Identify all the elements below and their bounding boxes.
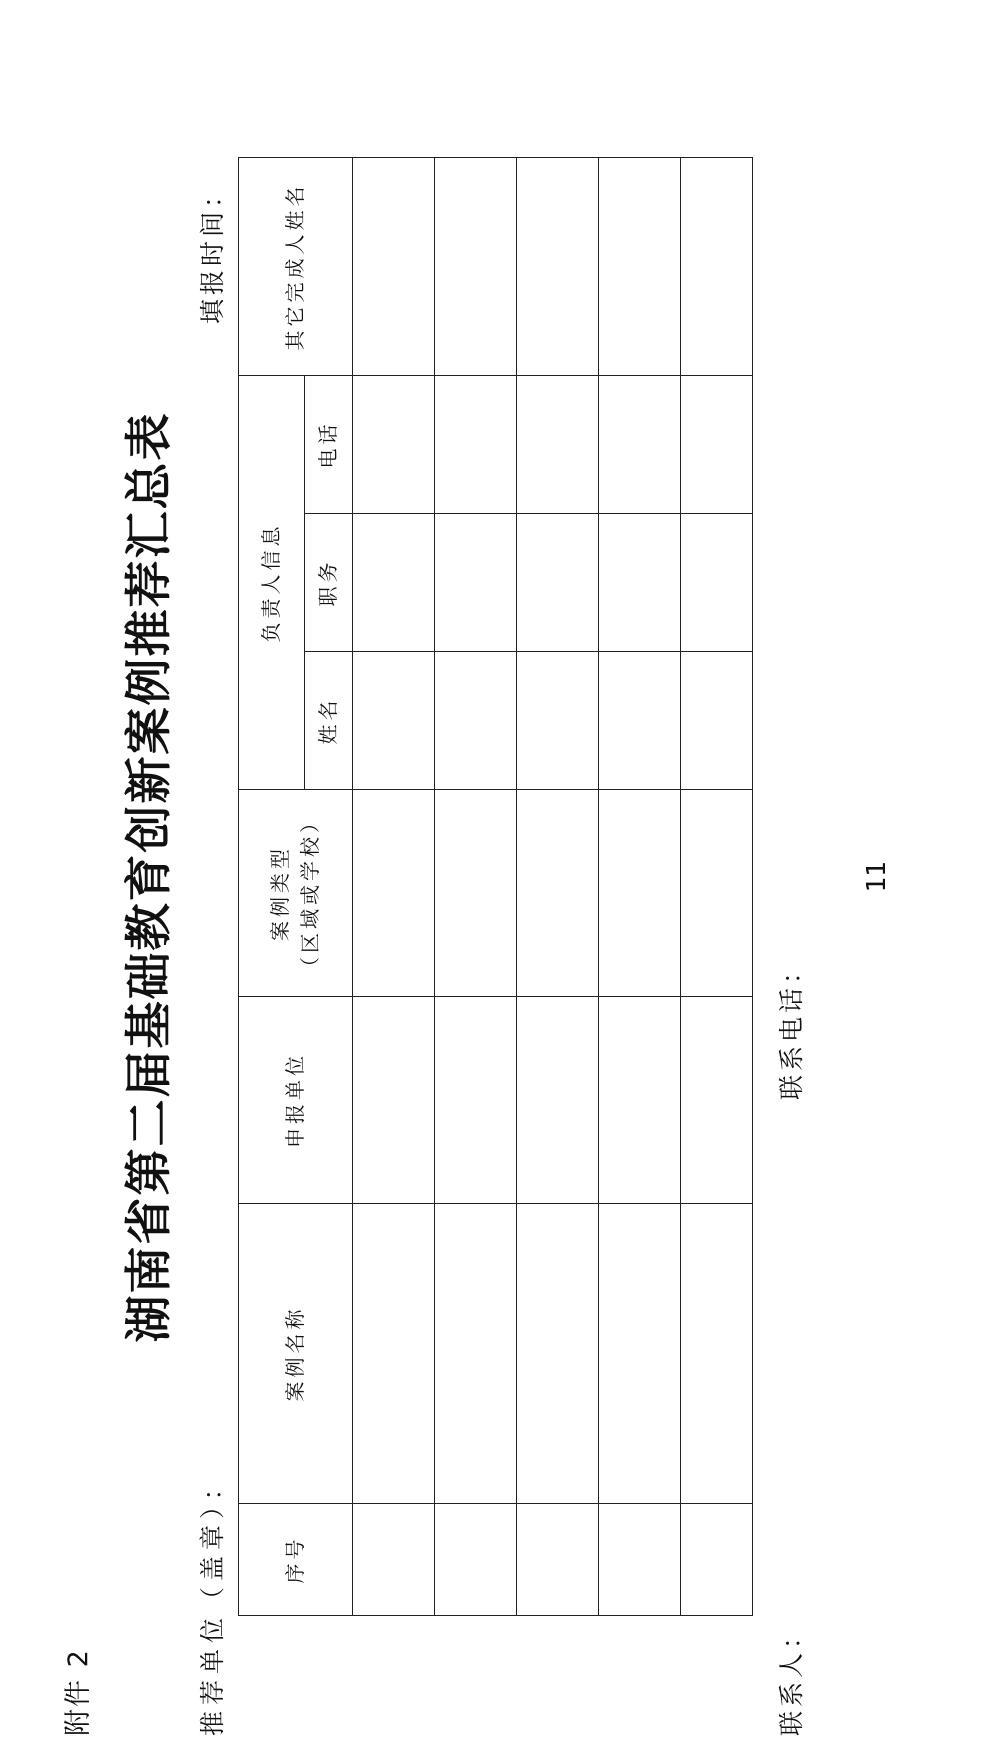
header-case-name: 案例名称 [239, 1204, 353, 1504]
cell-case-name[interactable] [598, 1204, 680, 1504]
cell-case-name[interactable] [352, 1204, 434, 1504]
cell-case-name[interactable] [680, 1204, 752, 1504]
recommendation-summary-table [238, 157, 753, 1616]
cell-seq[interactable] [352, 1504, 434, 1616]
cell-leader-name[interactable] [352, 652, 434, 790]
cell-other-members[interactable] [352, 157, 434, 375]
cell-leader-name[interactable] [598, 652, 680, 790]
cell-leader-name[interactable] [434, 652, 516, 790]
table-row [434, 157, 516, 1615]
table-row [516, 157, 598, 1615]
cell-case-type[interactable] [680, 790, 752, 997]
cell-case-name[interactable] [434, 1204, 516, 1504]
table-header-row [239, 157, 305, 1615]
cell-case-type[interactable] [516, 790, 598, 997]
cell-seq[interactable] [516, 1504, 598, 1616]
table-row [598, 157, 680, 1615]
cell-case-type[interactable] [434, 790, 516, 997]
recommending-unit-label: 推荐单位（盖章）： [198, 1469, 227, 1736]
cell-leader-phone[interactable] [352, 375, 434, 513]
header-case-type-line2: （区域或学校） [298, 809, 323, 977]
cell-seq[interactable] [434, 1504, 516, 1616]
header-applicant-unit: 申报单位 [239, 997, 353, 1204]
contact-person-label: 联系人： [777, 1619, 806, 1736]
cell-leader-phone[interactable] [680, 375, 752, 513]
cell-applicant-unit[interactable] [598, 997, 680, 1204]
cell-case-name[interactable] [516, 1204, 598, 1504]
page-title: 湖南省第二届基础教育创新案例推荐汇总表 [122, 411, 177, 1343]
cell-leader-title[interactable] [434, 514, 516, 652]
cell-applicant-unit[interactable] [680, 997, 752, 1204]
header-leader-name: 姓名 [304, 652, 352, 790]
cell-case-type[interactable] [352, 790, 434, 997]
cell-other-members[interactable] [434, 157, 516, 375]
header-leader-info: 负责人信息 [239, 375, 305, 789]
header-seq: 序号 [239, 1504, 353, 1616]
header-leader-title: 职务 [304, 514, 352, 652]
fill-date-label: 填报时间： [198, 178, 227, 324]
cell-leader-phone[interactable] [516, 375, 598, 513]
cell-leader-name[interactable] [680, 652, 752, 790]
cell-leader-title[interactable] [598, 514, 680, 652]
cell-seq[interactable] [598, 1504, 680, 1616]
cell-applicant-unit[interactable] [352, 997, 434, 1204]
cell-applicant-unit[interactable] [434, 997, 516, 1204]
attachment-label: 附件 2 [63, 1648, 94, 1736]
cell-leader-phone[interactable] [598, 375, 680, 513]
cell-leader-name[interactable] [516, 652, 598, 790]
cell-seq[interactable] [680, 1504, 752, 1616]
header-other-members: 其它完成人姓名 [239, 157, 353, 375]
table-row [680, 157, 752, 1615]
cell-other-members[interactable] [516, 157, 598, 375]
cell-leader-title[interactable] [352, 514, 434, 652]
cell-leader-title[interactable] [516, 514, 598, 652]
cell-other-members[interactable] [680, 157, 752, 375]
cell-case-type[interactable] [598, 790, 680, 997]
header-case-type [239, 790, 353, 997]
cell-other-members[interactable] [598, 157, 680, 375]
contact-phone-label: 联系电话： [777, 954, 806, 1100]
page-number: 11 [862, 861, 892, 893]
header-leader-phone: 电话 [304, 375, 352, 513]
cell-leader-phone[interactable] [434, 375, 516, 513]
cell-applicant-unit[interactable] [516, 997, 598, 1204]
header-case-type-line1: 案例类型 [268, 845, 293, 941]
cell-leader-title[interactable] [680, 514, 752, 652]
table-row [352, 157, 434, 1615]
